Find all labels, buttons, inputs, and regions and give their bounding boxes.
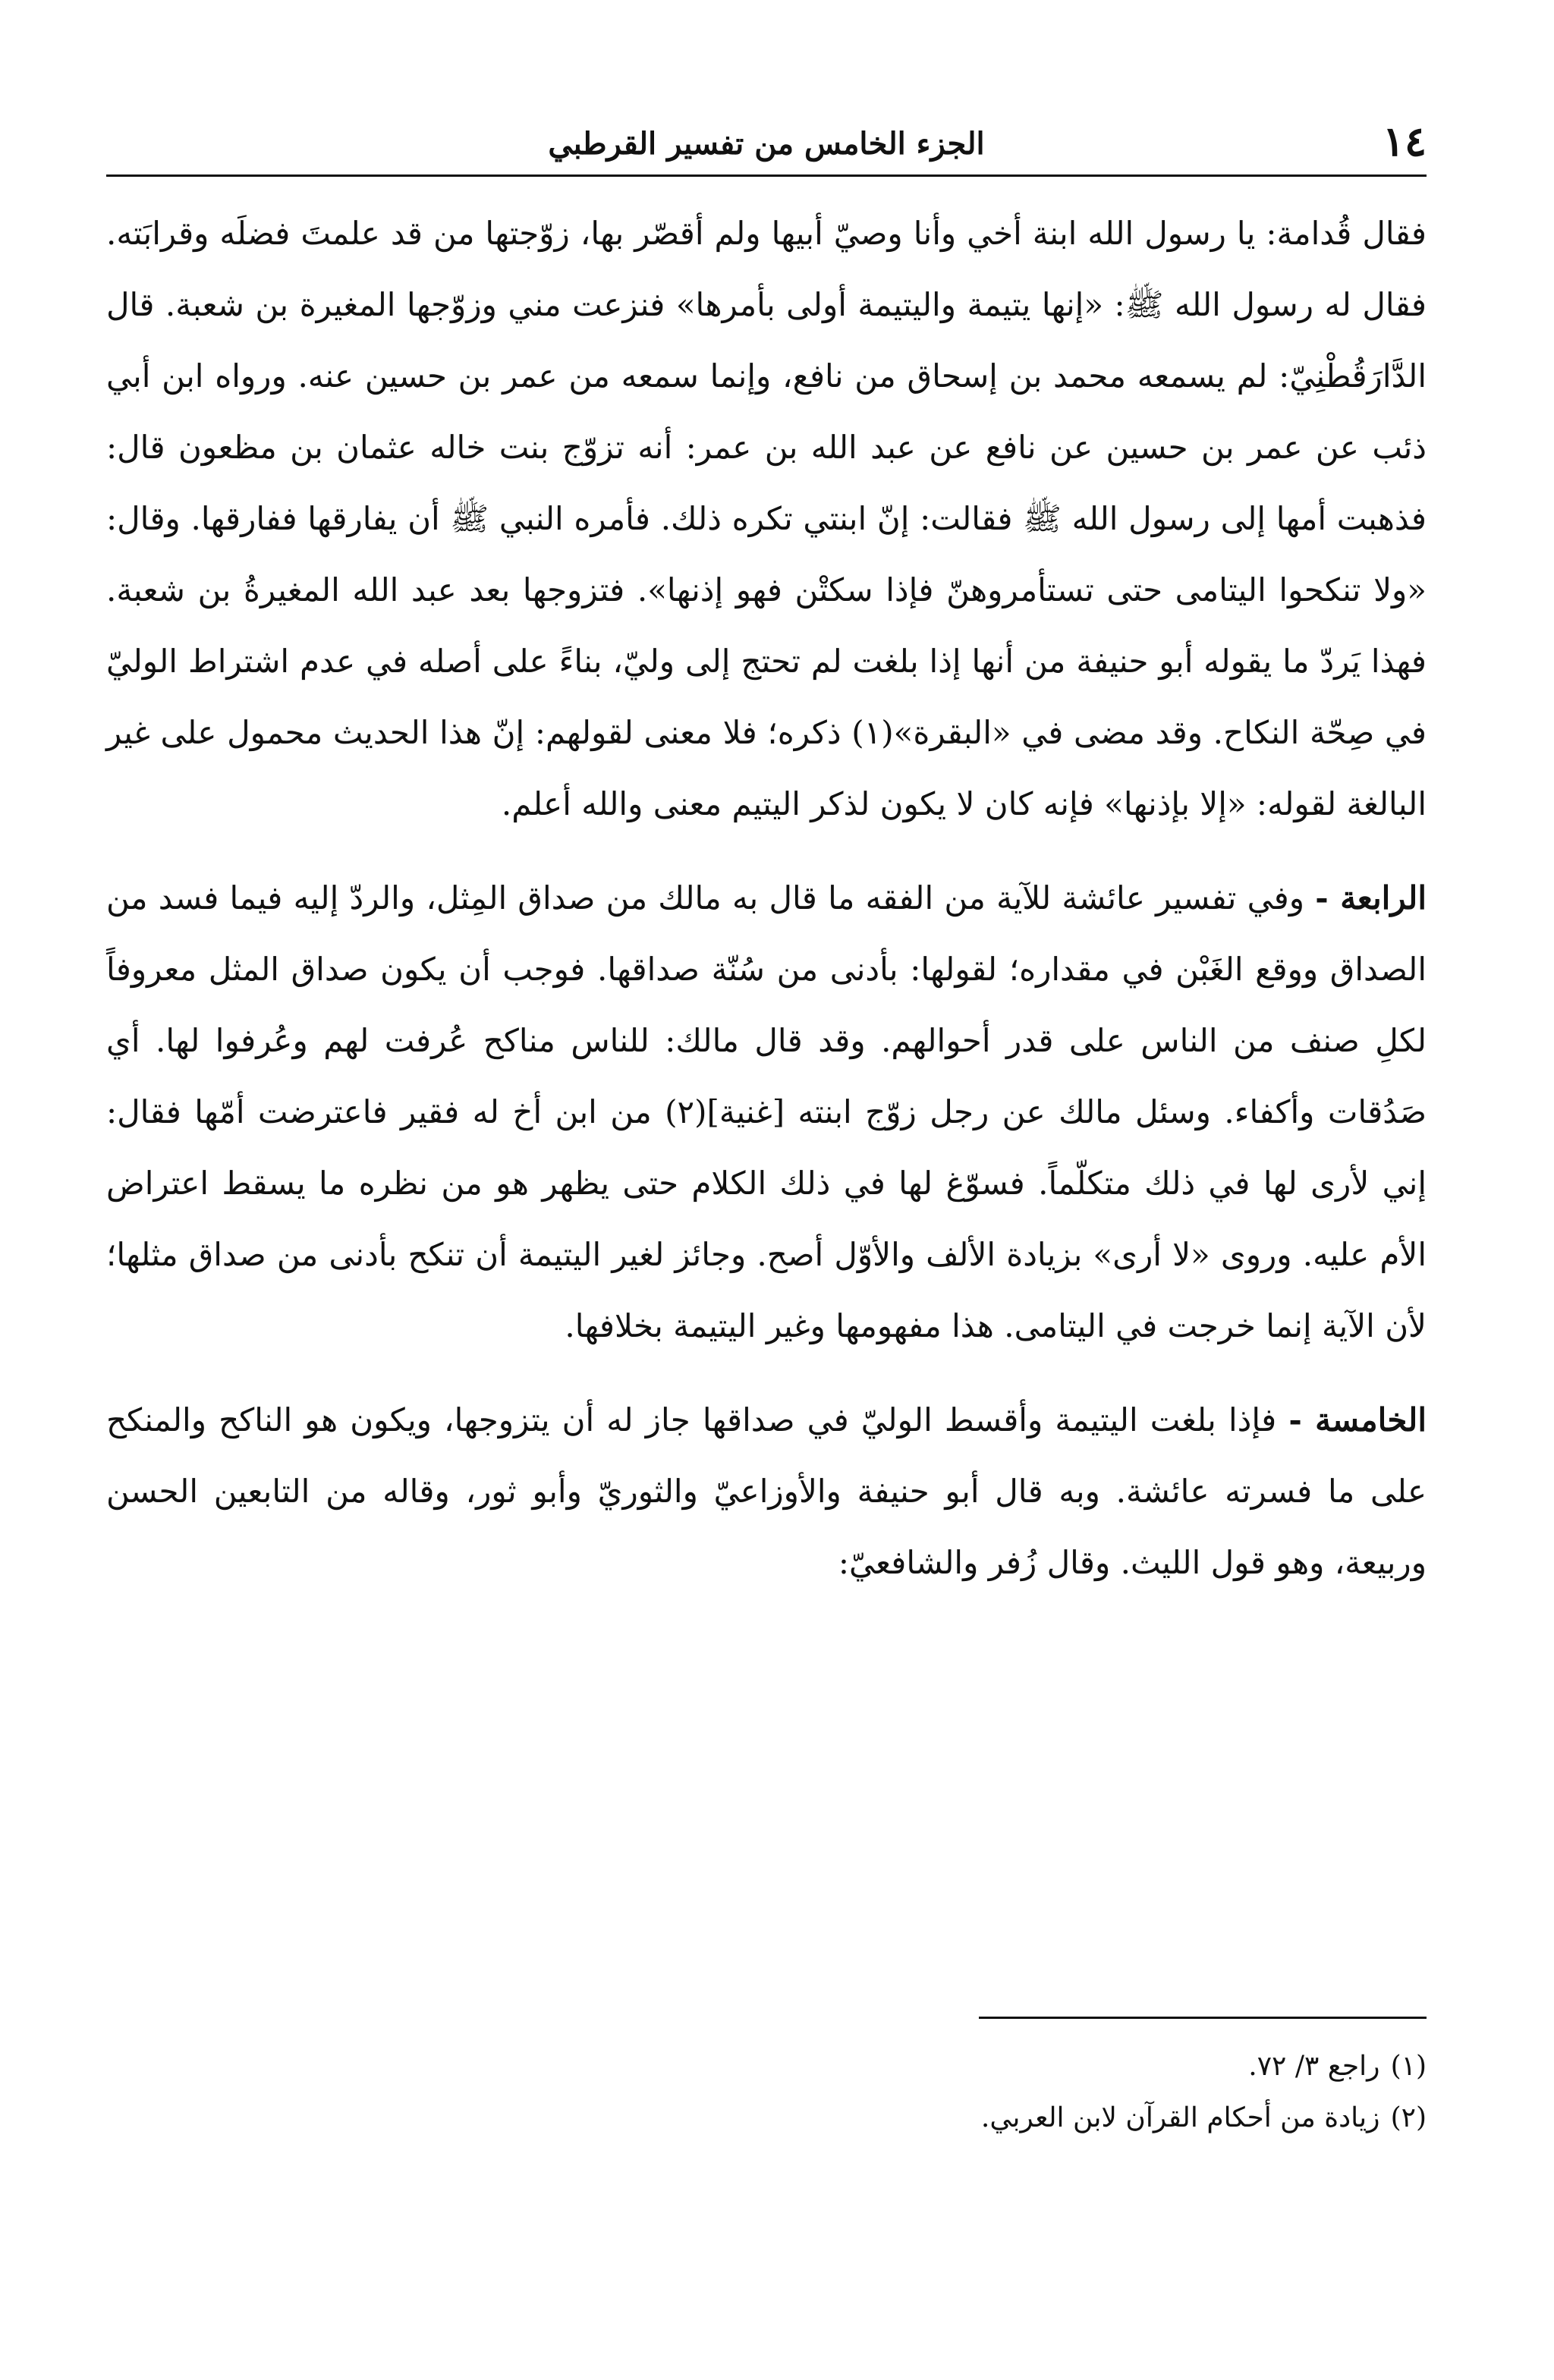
footnote-text: راجع ٣/ ٧٢. xyxy=(1248,2051,1380,2082)
footnote-number: (٢) xyxy=(1390,2102,1427,2133)
footnote-number: (١) xyxy=(1390,2051,1427,2082)
paragraph-text: وفي تفسير عائشة للآية من الفقه ما قال به مالك من صداق المِثل، والردّ إليه فيما فسد من الصداق ووقع الغَبْن في مقداره؛ لقولها: بأدنى من سُنّة صداقها. فوجب أن يكون صداق المثل معروفاً لكلِ صنف من الناس على قدر أحوالهم. وقد قال مالك: للناس مناكح عُرفت لهم وعُرفوا لها. أي صَدُقات وأكفاء. وسئل مالك عن رجل زوّج ابنته [غنية](٢) من ابن أخ له فقير فاعترضت أمّها فقال: إني لأرى لها في ذلك متكلّماً. فسوّغ لها في ذلك الكلام حتى يظهر هو من نظره ما يسقط اعتراض الأم عليه. وروى «لا أرى» بزيادة الألف والأوّل أصح. وجائز لغير اليتيمة أن تنكح بأدنى من صداق مثلها؛ لأن الآية إنما خرجت في اليتامى. هذا مفهومها وغير اليتيمة بخلافها. xyxy=(106,879,1427,1344)
footnote xyxy=(668,2092,1427,2144)
header-title: الجزء الخامس من تفسير القرطبي xyxy=(548,126,985,162)
footnote-text: زيادة من أحكام القرآن لابن العربي. xyxy=(980,2102,1380,2133)
section-lead: الخامسة - xyxy=(1288,1401,1427,1438)
page xyxy=(106,114,1427,2314)
paragraph-text: فقال قُدامة: يا رسول الله ابنة أخي وأنا وصيّ أبيها ولم أقصّر بها، زوّجتها من قد علمتَ فضلَه وقرابَته. فقال له رسول الله ﷺ: «إنها يتيمة واليتيمة أولى بأمرها» فنزعت مني وزوّجها المغيرة بن شعبة. قال الدَّارَقُطْنِيّ: لم يسمعه محمد بن إسحاق من نافع، وإنما سمعه من عمر بن حسين عنه. ورواه ابن أبي ذئب عن عمر بن حسين عن نافع عن عبد الله بن عمر: أنه تزوّج بنت خاله عثمان بن مظعون قال: فذهبت أمها إلى رسول الله ﷺ فقالت: إنّ ابنتي تكره ذلك. فأمره النبي ﷺ أن يفارقها ففارقها. وقال: «ولا تنكحوا اليتامى حتى تستأمروهنّ فإذا سكتْن فهو إذنها». فتزوجها بعد عبد الله المغيرةُ بن شعبة. فهذا يَردّ ما يقوله أبو حنيفة من أنها إذا بلغت لم تحتج إلى وليّ، بناءً على أصله في عدم اشتراط الوليّ في صِحّة النكاح. وقد مضى في «البقرة»(١) ذكره؛ فلا معنى لقولهم: إنّ هذا الحديث محمول على غير البالغة لقوله: «إلا بإذنها» فإنه كان لا يكون لذكر اليتيم معنى والله أعلم. xyxy=(106,215,1427,822)
paragraph-text: فإذا بلغت اليتيمة وأقسط الوليّ في صداقها جاز له أن يتزوجها، ويكون هو الناكح والمنكح على ما فسرته عائشة. وبه قال أبو حنيفة والأوزاعيّ والثوريّ وأبو ثور، وقاله من التابعين الحسن وربيعة، وهو قول الليث. وقال زُفر والشافعيّ: xyxy=(106,1401,1427,1581)
paragraph xyxy=(106,198,1427,840)
body-text xyxy=(106,198,1427,1599)
footnote xyxy=(668,2041,1427,2092)
running-head xyxy=(106,114,1427,177)
footnotes xyxy=(668,2041,1427,2144)
section-lead: الرابعة - xyxy=(1315,879,1427,916)
paragraph xyxy=(106,863,1427,1362)
paragraph xyxy=(106,1385,1427,1599)
footnote-divider xyxy=(979,2017,1427,2019)
page-number: ١٤ xyxy=(1382,117,1427,165)
